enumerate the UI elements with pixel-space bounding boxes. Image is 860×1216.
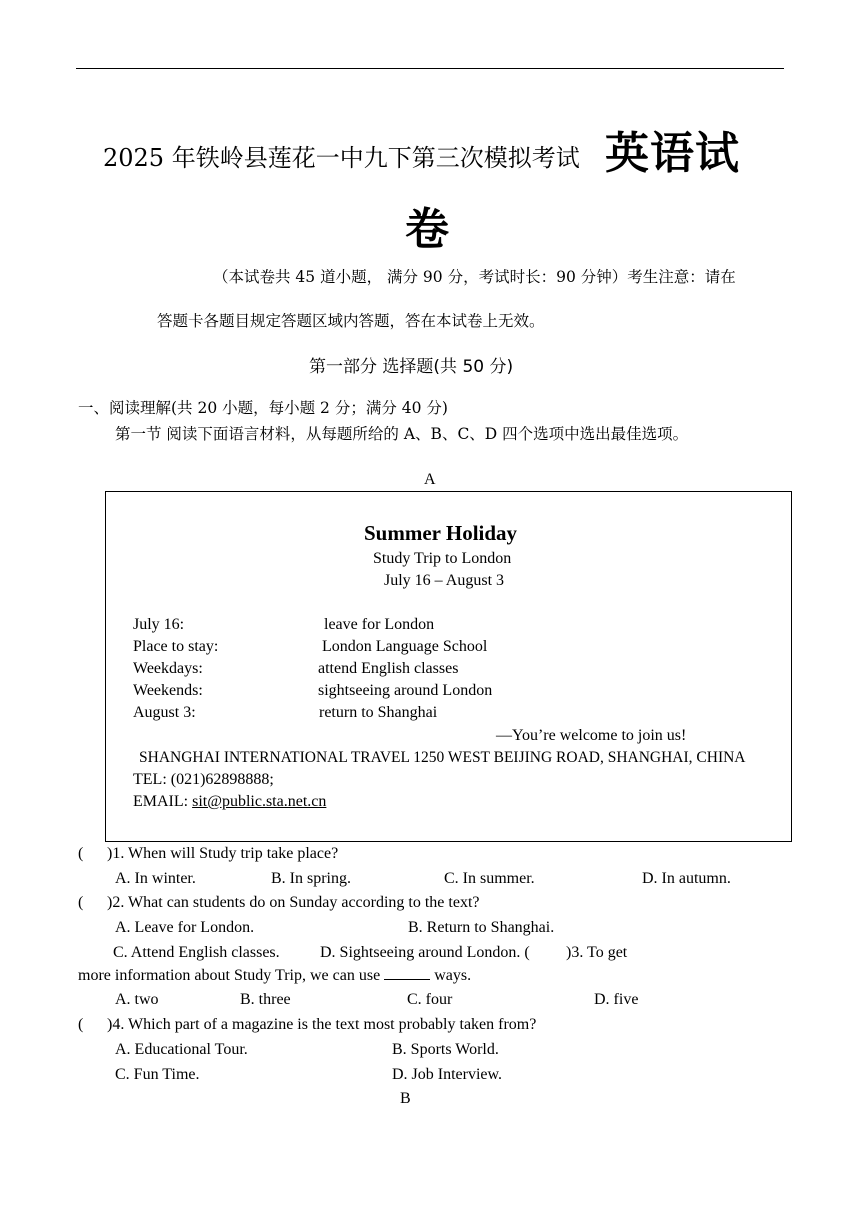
exam-title-part3: 卷 — [405, 204, 450, 255]
notice-welcome: —You’re welcome to join us! — [496, 727, 687, 744]
q2-stem: )2. What can students do on Sunday according to the text? — [107, 894, 480, 911]
schedule-value: attend English classes — [318, 660, 459, 677]
schedule-key: August 3: — [133, 704, 196, 721]
exam-title-part2: 英语试 — [605, 128, 740, 179]
q4-stem: )4. Which part of a magazine is the text most probably taken from? — [107, 1016, 537, 1033]
notice-email-label: EMAIL: — [133, 793, 193, 810]
schedule-key: Place to stay: — [133, 638, 219, 655]
q2-prefix: ( — [78, 894, 84, 911]
schedule-value: return to Shanghai — [319, 704, 438, 721]
answer-blank — [384, 969, 430, 980]
notice-email-row — [133, 793, 326, 811]
q2-option-c: C. Attend English classes. — [113, 944, 280, 961]
q1-option-b: B. In spring. — [271, 870, 351, 887]
q1-option-c: C. In summer. — [444, 870, 535, 887]
part1-heading: 第一部分 选择题(共 50 分) — [309, 357, 514, 377]
q3-option-d: D. five — [594, 991, 639, 1008]
notice-address: SHANGHAI INTERNATIONAL TRAVEL 1250 WEST BEIJING ROAD, SHANGHAI, CHINA — [139, 749, 746, 766]
exam-title-part1: 2025 年铁岭县莲花一中九下第三次模拟考试 — [103, 144, 580, 172]
q4-prefix: ( — [78, 1016, 84, 1033]
section-title: 一、阅读理解(共 20 小题，每小题 2 分；满分 40 分) — [78, 399, 448, 417]
notice-email-link[interactable]: sit@public.sta.net.cn — [192, 793, 327, 810]
q3-stem-row — [78, 967, 471, 985]
q4-option-a: A. Educational Tour. — [115, 1041, 248, 1058]
q1-option-a: A. In winter. — [115, 870, 196, 887]
schedule-key: Weekdays: — [133, 660, 203, 677]
schedule-key: Weekends: — [133, 682, 203, 699]
passage-label-a: A — [424, 471, 436, 488]
q2-option-a: A. Leave for London. — [115, 919, 255, 936]
q1-prefix: ( — [78, 845, 84, 862]
instructions-line2: 答题卡各题目规定答题区域内答题，答在本试卷上无效。 — [157, 312, 545, 330]
notice-subtitle: Study Trip to London — [373, 550, 512, 567]
q3-stem-part3: ways. — [434, 967, 472, 984]
q4-option-b: B. Sports World. — [392, 1041, 499, 1058]
q2-option-d: D. Sightseeing around London. ( — [320, 944, 530, 961]
schedule-value: London Language School — [322, 638, 488, 655]
q3-stem-part2: more information about Study Trip, we can use — [78, 967, 381, 984]
q4-option-d: D. Job Interview. — [392, 1066, 503, 1083]
instructions-line1: （本试卷共 45 道小题， 满分 90 分，考试时长：90 分钟）考生注意：请在 — [213, 268, 736, 286]
passage-label-b: B — [400, 1090, 411, 1107]
q3-option-c: C. four — [407, 991, 453, 1008]
notice-title: Summer Holiday — [364, 521, 518, 545]
q3-option-a: A. two — [115, 991, 159, 1008]
notice-dates: July 16 – August 3 — [384, 572, 505, 589]
schedule-value: leave for London — [324, 616, 435, 633]
q3-stem-part1: )3. To get — [566, 944, 628, 961]
schedule-key: July 16: — [133, 616, 185, 633]
notice-tel: TEL: (021)62898888; — [133, 771, 274, 788]
q2-option-b: B. Return to Shanghai. — [408, 919, 555, 936]
q1-option-d: D. In autumn. — [642, 870, 731, 887]
q1-stem: )1. When will Study trip take place? — [107, 845, 339, 862]
schedule-value: sightseeing around London — [318, 682, 493, 699]
q3-option-b: B. three — [240, 991, 291, 1008]
subsection-instructions: 第一节 阅读下面语言材料，从每题所给的 A、B、C、D 四个选项中选出最佳选项。 — [115, 425, 689, 443]
q4-option-c: C. Fun Time. — [115, 1066, 200, 1083]
top-rule — [76, 68, 784, 69]
